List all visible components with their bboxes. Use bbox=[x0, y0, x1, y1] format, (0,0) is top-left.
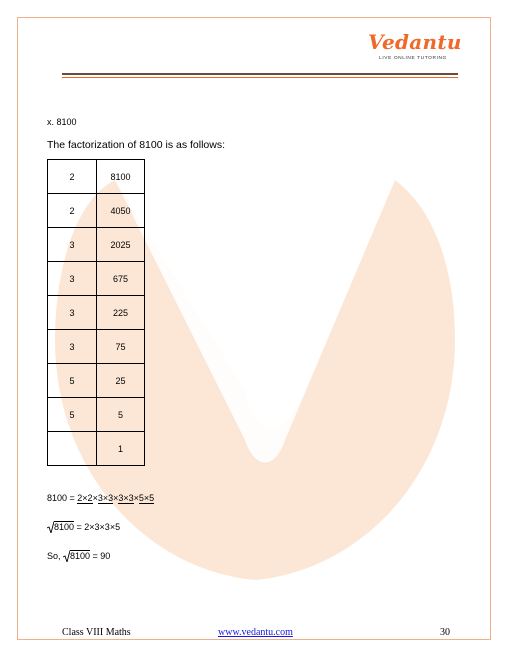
logo-wordmark: Vedantu bbox=[368, 30, 462, 54]
factor-pair: 2×2 bbox=[77, 493, 93, 503]
factor-pair: 5×5 bbox=[138, 493, 155, 503]
factorization-equation bbox=[47, 493, 154, 503]
divisor-cell: 3 bbox=[48, 330, 97, 364]
conclusion-line bbox=[47, 551, 110, 561]
table-row bbox=[48, 228, 145, 262]
footer-class-label: Class VIII Maths bbox=[62, 627, 131, 638]
table-row bbox=[48, 160, 145, 194]
footer-website-link[interactable]: www.vedantu.com bbox=[218, 627, 293, 638]
quotient-cell: 675 bbox=[97, 262, 145, 296]
conclusion-prefix: So, bbox=[47, 551, 64, 561]
times-sign: × bbox=[113, 493, 119, 503]
quotient-cell: 4050 bbox=[97, 194, 145, 228]
divisor-cell: 3 bbox=[48, 262, 97, 296]
divisor-cell bbox=[48, 432, 97, 466]
quotient-cell: 25 bbox=[97, 364, 145, 398]
conclusion-rhs: = 90 bbox=[90, 551, 111, 561]
divisor-cell: 2 bbox=[48, 160, 97, 194]
header-rule-accent bbox=[62, 77, 458, 78]
divisor-cell: 5 bbox=[48, 364, 97, 398]
divisor-cell: 3 bbox=[48, 228, 97, 262]
table-row bbox=[48, 296, 145, 330]
quotient-cell: 1 bbox=[97, 432, 145, 466]
question-label: x. 8100 bbox=[47, 117, 77, 127]
table-row bbox=[48, 398, 145, 432]
table-row bbox=[48, 432, 145, 466]
radicand: 8100 bbox=[70, 551, 91, 561]
page-number: 30 bbox=[440, 627, 450, 638]
times-sign: × bbox=[133, 493, 139, 503]
quotient-cell: 75 bbox=[97, 330, 145, 364]
vedantu-logo bbox=[368, 30, 462, 76]
table-row bbox=[48, 364, 145, 398]
square-root bbox=[47, 522, 74, 532]
header-rule bbox=[62, 73, 458, 75]
intro-text: The factorization of 8100 is as follows: bbox=[47, 139, 226, 151]
factorization-table bbox=[47, 159, 145, 466]
divisor-cell: 5 bbox=[48, 398, 97, 432]
radical-sign-icon bbox=[63, 550, 70, 562]
square-root-equation bbox=[47, 522, 120, 532]
quotient-cell: 5 bbox=[97, 398, 145, 432]
table-row bbox=[48, 262, 145, 296]
equation-lhs: 8100 = bbox=[47, 493, 78, 503]
quotient-cell: 8100 bbox=[97, 160, 145, 194]
times-sign: × bbox=[92, 493, 98, 503]
root-rhs: = 2×3×3×5 bbox=[74, 522, 121, 532]
quotient-cell: 225 bbox=[97, 296, 145, 330]
logo-tagline: LIVE ONLINE TUTORING bbox=[379, 56, 447, 61]
table-row bbox=[48, 330, 145, 364]
divisor-cell: 2 bbox=[48, 194, 97, 228]
factor-pair: 3×3 bbox=[118, 493, 134, 503]
square-root bbox=[63, 551, 90, 561]
divisor-cell: 3 bbox=[48, 296, 97, 330]
radicand: 8100 bbox=[54, 522, 75, 532]
table-row bbox=[48, 194, 145, 228]
factor-pair: 3×3 bbox=[97, 493, 114, 503]
radical-sign-icon bbox=[47, 521, 54, 533]
quotient-cell: 2025 bbox=[97, 228, 145, 262]
